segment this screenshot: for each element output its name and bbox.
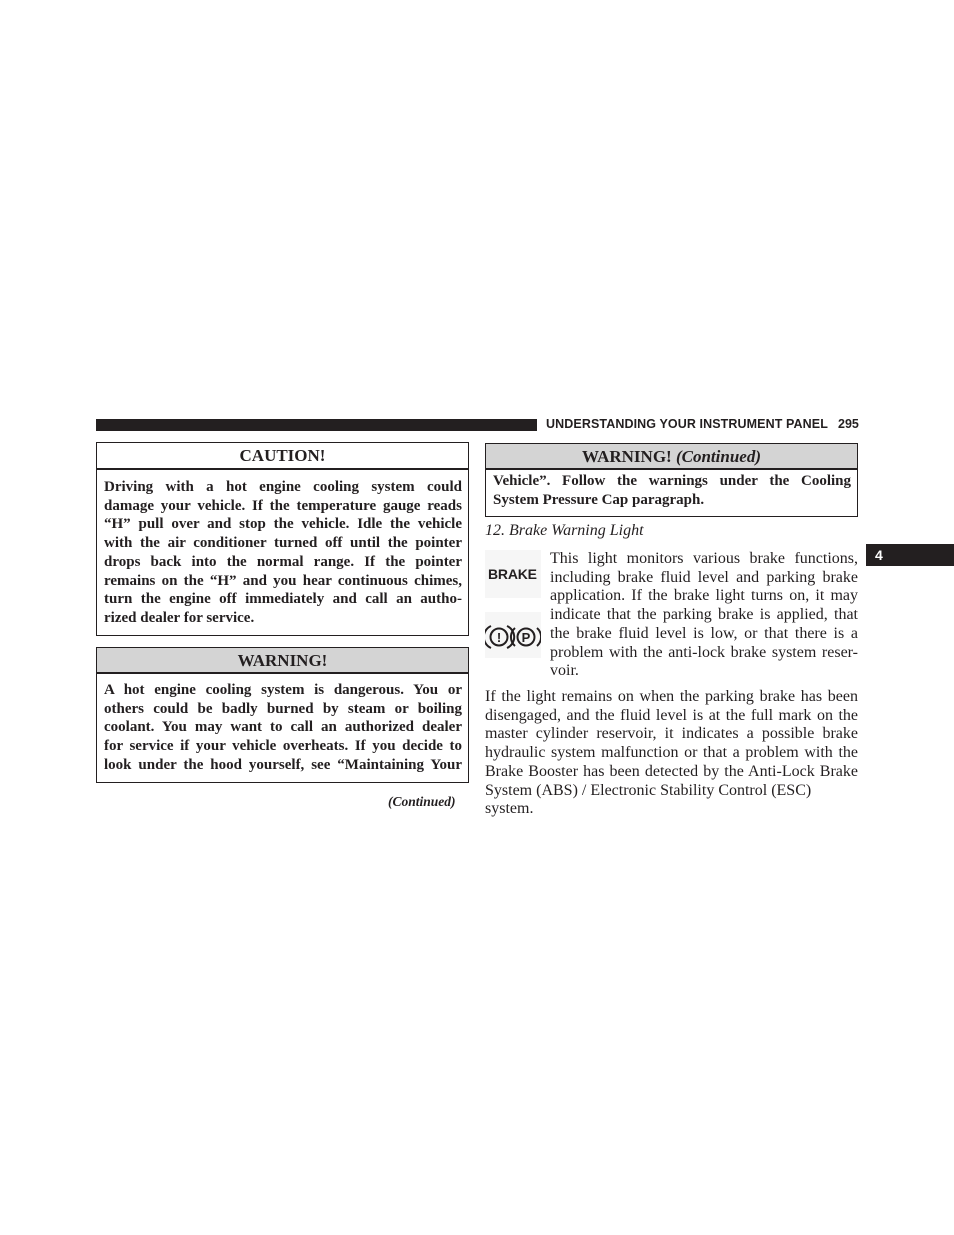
- parking-p-symbol: P: [521, 630, 531, 645]
- warning-continued-text: [486, 470, 857, 509]
- paragraph-line: hydraulic system malfunction or that a problem with the: [485, 744, 858, 762]
- paragraph-line: problem with the anti-lock brake system reser-: [550, 643, 858, 661]
- paragraph-line: Brake Booster has been detected by the Anti-Lock Brake: [485, 762, 858, 780]
- paragraph-line: voir.: [550, 662, 579, 680]
- paragraph-line: If the light remains on when the parking brake has been: [485, 688, 858, 705]
- caution-line: remains on the “H” and you hear continuous chimes,: [104, 572, 462, 589]
- warning-line: coolant. You may want to call an authorized dealer: [104, 719, 462, 736]
- warning-continued-line: System Pressure Cap paragraph.: [493, 491, 705, 508]
- chapter-tab: [866, 544, 954, 566]
- page-number: 295: [838, 417, 859, 431]
- warning-line: look under the hood yourself, see “Maintaining Your: [104, 756, 462, 773]
- brake-light-description: [550, 550, 858, 681]
- running-header-title: UNDERSTANDING YOUR INSTRUMENT PANEL: [546, 417, 828, 431]
- warning-line: A hot engine cooling system is dangerous. You or: [104, 682, 462, 698]
- header-rule: [96, 419, 537, 431]
- warning-continued-box: [485, 443, 858, 517]
- warning-continued-line: Vehicle”. Follow the warnings under the Cooling: [493, 473, 851, 489]
- paragraph-line: application. If the brake light turns on, it may: [550, 587, 858, 605]
- brake-light-remains-on-paragraph: [485, 688, 858, 819]
- warning-continued-title-main: WARNING!: [581, 447, 672, 466]
- continued-label: (Continued): [388, 794, 456, 809]
- brake-exclamation-symbol: !: [496, 630, 502, 645]
- brake-icon-label: BRAKE: [488, 566, 537, 582]
- caution-box: [96, 442, 469, 636]
- caution-text: [97, 470, 468, 628]
- caution-line: with the air conditioner turned off until the pointer: [104, 535, 462, 552]
- warning-line: others could be badly burned by steam or boiling: [104, 700, 462, 717]
- caution-line: drops back into the normal range. If the pointer: [104, 553, 462, 570]
- warning-continued-title-suffix: (Continued): [675, 447, 761, 466]
- parking-brake-icon-graphic: [485, 612, 541, 658]
- chapter-number: 4: [875, 547, 883, 563]
- paragraph-line: the brake fluid level is low, or that there is a: [550, 624, 858, 642]
- warning-box: [96, 647, 469, 783]
- paragraph-line: System (ABS) / Electronic Stability Control (ESC) system.: [485, 781, 812, 818]
- caution-line: damage your vehicle. If the temperature gauge reads: [104, 497, 462, 514]
- parking-brake-warning-icon: [485, 612, 541, 658]
- caution-title: CAUTION!: [97, 443, 468, 470]
- paragraph-line: disengaged, and the fluid level is at the full mark on the: [485, 706, 858, 724]
- warning-text: [97, 674, 468, 775]
- warning-continued-title: [486, 444, 857, 470]
- caution-line: “H” pull over and stop the vehicle. Idle the vehicle: [104, 516, 462, 533]
- caution-line: Driving with a hot engine cooling system could: [104, 479, 462, 495]
- paragraph-line: master cylinder reservoir, it indicates a possible brake: [485, 725, 858, 743]
- caution-line: turn the engine off immediately and call an autho-: [104, 591, 462, 608]
- paragraph-line: This light monitors various brake functions,: [550, 550, 858, 567]
- paragraph-line: including brake fluid level and parking brake: [550, 568, 858, 586]
- brake-warning-light-heading: 12. Brake Warning Light: [485, 522, 644, 539]
- warning-title: WARNING!: [97, 648, 468, 674]
- caution-line: rized dealer for service.: [104, 609, 255, 626]
- warning-line: for service if your vehicle overheats. If you decide to: [104, 738, 462, 755]
- paragraph-line: indicate that the parking brake is applied, that: [550, 606, 858, 624]
